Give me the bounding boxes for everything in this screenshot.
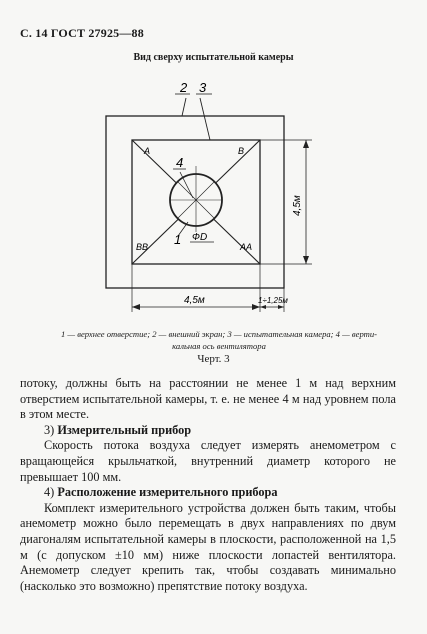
- heading-3: 3) Измерительный прибор: [44, 422, 192, 437]
- figure-label: Черт. 3: [197, 353, 230, 365]
- figure-caption: 1 — верхнее отверстие; 2 — внешний экран; 3 — испытательная камера; 4 — верти- кальная ось вентилятора: [60, 329, 378, 351]
- callout-1: 1: [174, 232, 182, 247]
- diameter-label: ФD: [192, 232, 208, 243]
- paragraph-3: Комплект измерительного устройства должен быть таким, чтобы анемометр можно было перемещать в двух направлениях по двум диагоналям испытательной камеры в плоскости, расположенной на 1,5 м (с допуском ±10 мм) ниже плоскости лопастей вентилятора. Анемометр следует крепить так, чтобы создавать минимально (насколько это возможно) препятствие потоку воздуха.: [20, 500, 396, 593]
- corner-b: В: [238, 146, 245, 156]
- dim-vertical-label: 4,5м: [292, 195, 303, 216]
- paragraph-2: Скорость потока воздуха следует измерять анемометром с вращающейся крыльчаткой, внутренний диаметр которого не превышает 100 мм.: [20, 438, 396, 484]
- dim-horizontal-label: 4,5м: [184, 295, 205, 306]
- figure-title: Вид сверху испытательной камеры: [133, 52, 294, 63]
- corner-a: А: [144, 146, 151, 156]
- body-text: [20, 376, 396, 594]
- dim-gap-label: 1÷1,25м: [258, 296, 288, 305]
- callout-2: 2: [180, 80, 188, 95]
- page-header: С. 14 ГОСТ 27925—88: [20, 26, 144, 40]
- corner-bb: ВВ: [136, 242, 149, 252]
- callout-3: 3: [199, 80, 207, 95]
- heading-4: 4) Расположение измерительного прибора: [44, 485, 278, 500]
- callout-4: 4: [176, 155, 184, 170]
- paragraph-1: потоку, должны быть на расстоянии не менее 1 м над верхним отверстием испытательной камеры, т. е. не менее 4 м над уровнем пола в этом месте.: [20, 376, 396, 422]
- corner-aa: АА: [240, 242, 253, 252]
